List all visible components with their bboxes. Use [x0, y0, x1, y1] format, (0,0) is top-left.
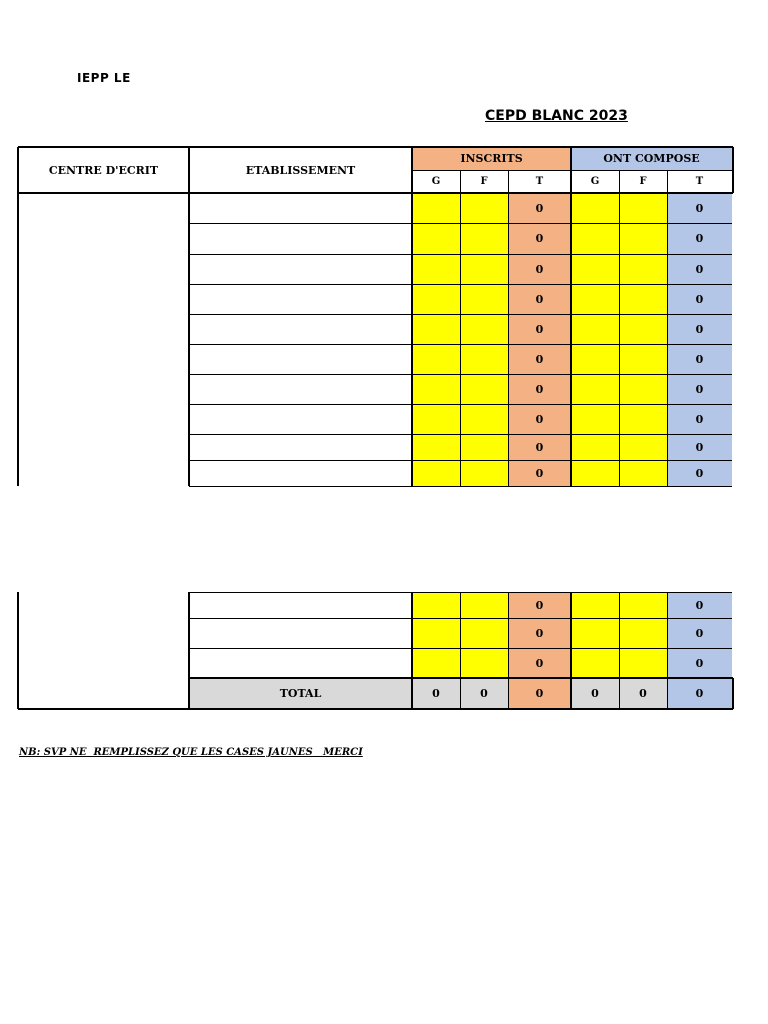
compose-f-input[interactable] [619, 592, 667, 618]
etablissement-cell[interactable] [189, 254, 412, 284]
sub-header-inscrits-f: F [480, 176, 488, 187]
compose-total: 0 [667, 592, 732, 618]
total-inscrits-t: 0 [508, 678, 571, 708]
compose-g-input[interactable] [571, 223, 619, 254]
compose-total: 0 [667, 374, 732, 404]
inscrits-g-input[interactable] [412, 314, 460, 344]
inscrits-total: 0 [508, 460, 571, 486]
compose-f-input[interactable] [619, 284, 667, 314]
inscrits-total: 0 [508, 344, 571, 374]
compose-g-input[interactable] [571, 254, 619, 284]
inscrits-f-input[interactable] [460, 344, 508, 374]
header-inscrits: INSCRITS [412, 147, 571, 170]
inscrits-total: 0 [508, 648, 571, 678]
compose-g-input[interactable] [571, 344, 619, 374]
inscrits-f-input[interactable] [460, 284, 508, 314]
total-label: TOTAL [189, 678, 412, 708]
inscrits-total: 0 [508, 254, 571, 284]
compose-f-input[interactable] [619, 193, 667, 223]
compose-total: 0 [667, 254, 732, 284]
inscrits-g-input[interactable] [412, 223, 460, 254]
etablissement-cell[interactable] [189, 648, 412, 678]
inscrits-f-input[interactable] [460, 223, 508, 254]
compose-f-input[interactable] [619, 404, 667, 434]
total-compose-g: 0 [571, 678, 619, 708]
total-inscrits-f: 0 [460, 678, 508, 708]
inscrits-total: 0 [508, 374, 571, 404]
compose-f-input[interactable] [619, 314, 667, 344]
total-inscrits-g: 0 [412, 678, 460, 708]
inscrits-g-input[interactable] [412, 374, 460, 404]
inscrits-g-input[interactable] [412, 460, 460, 486]
inscrits-g-input[interactable] [412, 434, 460, 460]
compose-total: 0 [667, 460, 732, 486]
sub-header-inscrits-t: T [535, 176, 544, 187]
total-compose-f: 0 [619, 678, 667, 708]
compose-g-input[interactable] [571, 193, 619, 223]
instruction-note: NB: SVP NE REMPLISSEZ QUE LES CASES JAUNES MERCI [19, 747, 363, 758]
compose-g-input[interactable] [571, 460, 619, 486]
compose-total: 0 [667, 648, 732, 678]
inscrits-total: 0 [508, 404, 571, 434]
compose-g-input[interactable] [571, 314, 619, 344]
iepp-label: IEPP LE [77, 71, 131, 85]
compose-g-input[interactable] [571, 648, 619, 678]
inscrits-f-input[interactable] [460, 404, 508, 434]
compose-g-input[interactable] [571, 284, 619, 314]
inscrits-total: 0 [508, 314, 571, 344]
header-ont-compose: ONT COMPOSE [571, 147, 732, 170]
compose-f-input[interactable] [619, 374, 667, 404]
inscrits-g-input[interactable] [412, 193, 460, 223]
inscrits-g-input[interactable] [412, 592, 460, 618]
inscrits-f-input[interactable] [460, 648, 508, 678]
header-etablissement: ETABLISSEMENT [245, 163, 356, 177]
inscrits-g-input[interactable] [412, 344, 460, 374]
etablissement-cell[interactable] [189, 223, 412, 254]
inscrits-f-input[interactable] [460, 460, 508, 486]
compose-total: 0 [667, 314, 732, 344]
inscrits-total: 0 [508, 618, 571, 648]
inscrits-g-input[interactable] [412, 254, 460, 284]
compose-g-input[interactable] [571, 404, 619, 434]
sub-header-inscrits-g: G [431, 176, 441, 187]
compose-f-input[interactable] [619, 434, 667, 460]
inscrits-total: 0 [508, 284, 571, 314]
inscrits-f-input[interactable] [460, 592, 508, 618]
inscrits-g-input[interactable] [412, 404, 460, 434]
sub-header-compose-f: F [639, 176, 647, 187]
sub-header-compose-g: G [590, 176, 600, 187]
inscrits-total: 0 [508, 592, 571, 618]
inscrits-g-input[interactable] [412, 284, 460, 314]
compose-f-input[interactable] [619, 254, 667, 284]
inscrits-g-input[interactable] [412, 648, 460, 678]
etablissement-cell[interactable] [189, 592, 412, 618]
compose-f-input[interactable] [619, 460, 667, 486]
inscrits-total: 0 [508, 193, 571, 223]
compose-total: 0 [667, 618, 732, 648]
etablissement-cell[interactable] [189, 314, 412, 344]
etablissement-cell[interactable] [189, 434, 412, 460]
header-centre-ecrit: CENTRE D'ECRIT [48, 163, 159, 177]
total-compose-t: 0 [667, 678, 732, 708]
inscrits-f-input[interactable] [460, 434, 508, 460]
page-title: CEPD BLANC 2023 [485, 108, 628, 124]
inscrits-total: 0 [508, 223, 571, 254]
sub-header-compose-t: T [695, 176, 704, 187]
compose-f-input[interactable] [619, 344, 667, 374]
compose-total: 0 [667, 434, 732, 460]
etablissement-cell[interactable] [189, 344, 412, 374]
compose-f-input[interactable] [619, 648, 667, 678]
inscrits-f-input[interactable] [460, 314, 508, 344]
compose-g-input[interactable] [571, 434, 619, 460]
compose-g-input[interactable] [571, 592, 619, 618]
etablissement-cell[interactable] [189, 284, 412, 314]
compose-total: 0 [667, 284, 732, 314]
compose-total: 0 [667, 404, 732, 434]
compose-total: 0 [667, 223, 732, 254]
inscrits-f-input[interactable] [460, 254, 508, 284]
etablissement-cell[interactable] [189, 460, 412, 486]
compose-total: 0 [667, 193, 732, 223]
etablissement-cell[interactable] [189, 404, 412, 434]
compose-f-input[interactable] [619, 618, 667, 648]
compose-g-input[interactable] [571, 618, 619, 648]
compose-g-input[interactable] [571, 374, 619, 404]
etablissement-cell[interactable] [189, 618, 412, 648]
etablissement-cell[interactable] [189, 193, 412, 223]
etablissement-cell[interactable] [189, 374, 412, 404]
inscrits-f-input[interactable] [460, 618, 508, 648]
compose-f-input[interactable] [619, 223, 667, 254]
inscrits-g-input[interactable] [412, 618, 460, 648]
inscrits-f-input[interactable] [460, 193, 508, 223]
inscrits-f-input[interactable] [460, 374, 508, 404]
compose-total: 0 [667, 344, 732, 374]
inscrits-total: 0 [508, 434, 571, 460]
